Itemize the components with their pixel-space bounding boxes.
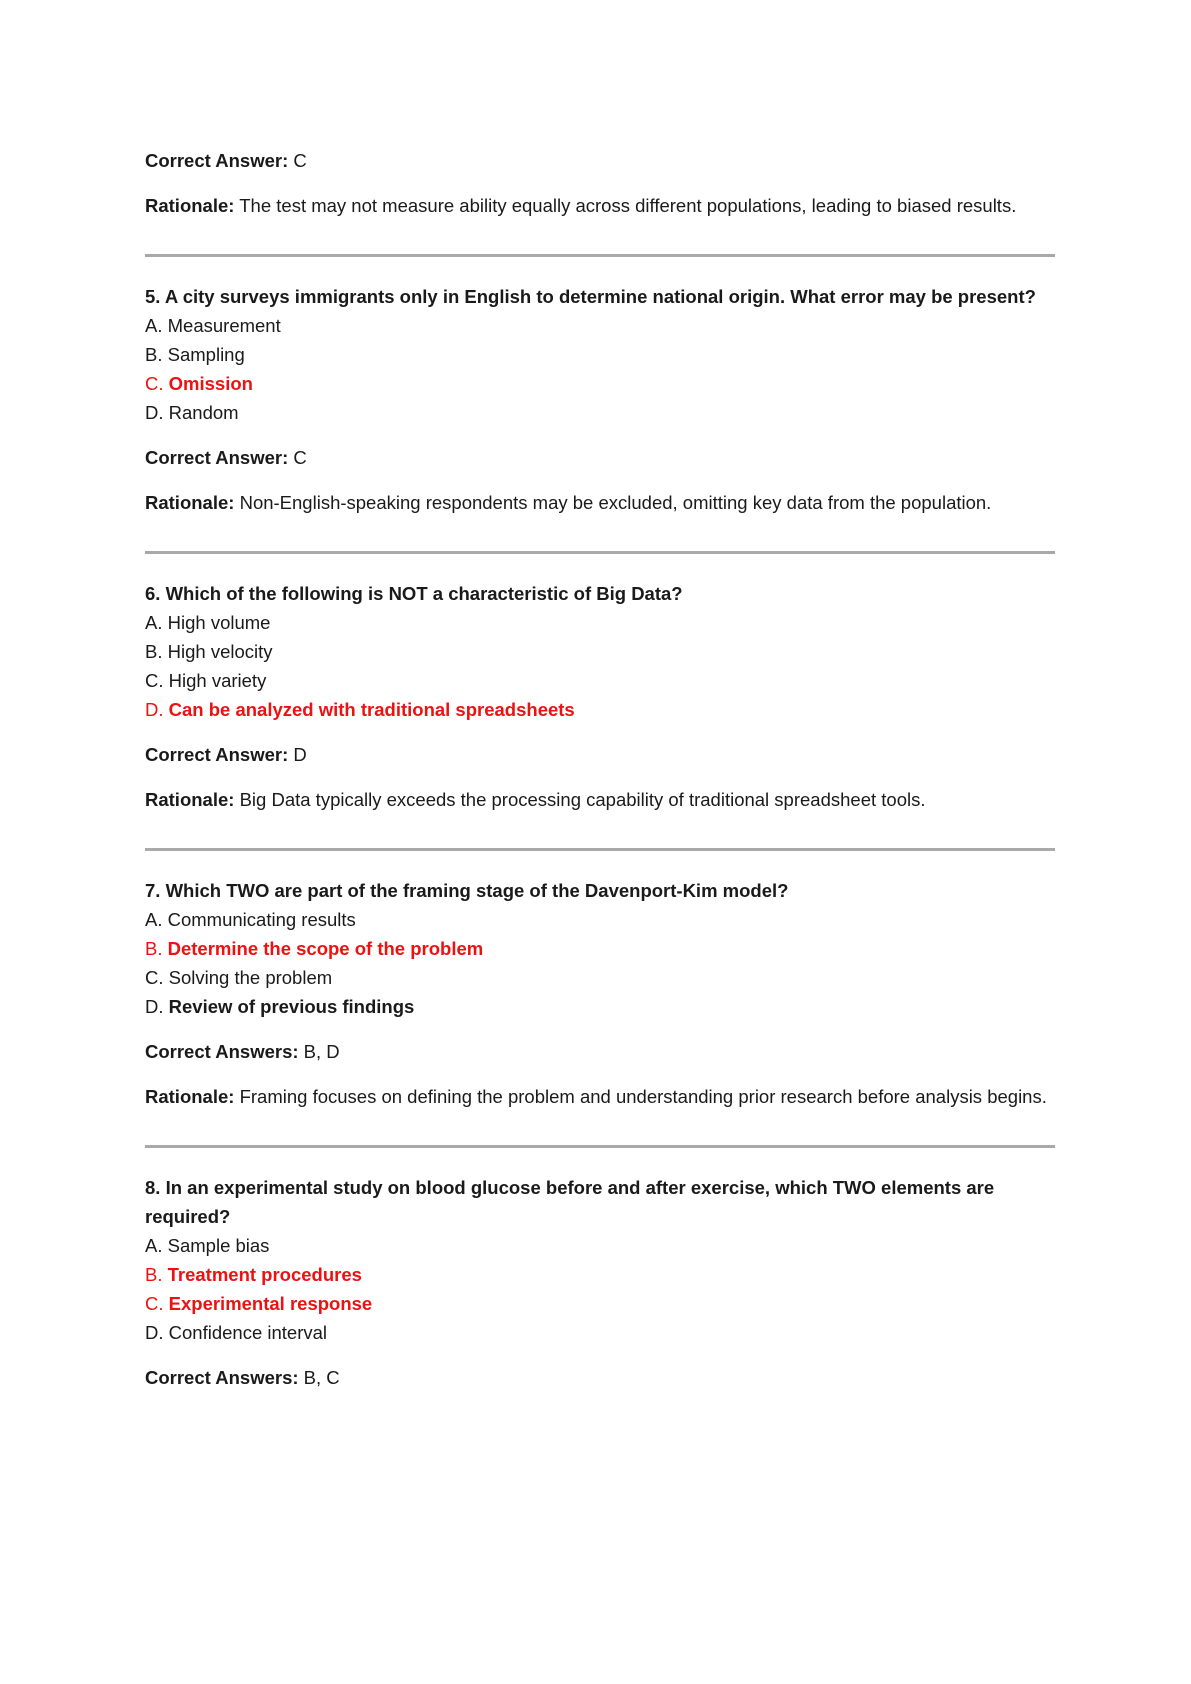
option-d: D. Confidence interval xyxy=(145,1322,328,1343)
option-a: A. Sample bias xyxy=(145,1235,270,1256)
section-divider xyxy=(145,254,1055,257)
question-stem: 7. Which TWO are part of the framing stage of the Davenport-Kim model? xyxy=(145,880,789,901)
option-b: B. Sampling xyxy=(145,344,245,365)
rationale-paragraph: Rationale: Big Data typically exceeds the processing capability of traditional spreadsheet tools. xyxy=(145,789,926,810)
document-page xyxy=(145,146,1055,1392)
option-c-correct: C. Omission xyxy=(145,373,253,394)
option-c: C. Solving the problem xyxy=(145,967,333,988)
rationale-paragraph: Rationale: Framing focuses on defining the problem and understanding prior research before analysis begins. xyxy=(145,1086,1047,1107)
option-b: B. High velocity xyxy=(145,641,273,662)
question-stem: 5. A city surveys immigrants only in English to determine national origin. What error may be present? xyxy=(145,286,1036,307)
rationale-paragraph: Rationale: Non-English-speaking respondents may be excluded, omitting key data from the population. xyxy=(145,492,992,513)
correct-answer-line: Correct Answers: B, D xyxy=(145,1041,340,1062)
section-divider xyxy=(145,848,1055,851)
correct-answer-line: Correct Answer: D xyxy=(145,744,307,765)
option-d-correct: D. Can be analyzed with traditional spreadsheets xyxy=(145,699,575,720)
correct-answer-line: Correct Answer: C xyxy=(145,447,307,468)
correct-answer-line: Correct Answer: C xyxy=(145,150,307,171)
question-7 xyxy=(145,876,1055,1111)
question-stem: 6. Which of the following is NOT a characteristic of Big Data? xyxy=(145,583,683,604)
correct-answer-line: Correct Answers: B, C xyxy=(145,1367,340,1388)
question-5 xyxy=(145,282,1055,517)
option-a: A. High volume xyxy=(145,612,271,633)
option-a: A. Communicating results xyxy=(145,909,356,930)
option-c: C. High variety xyxy=(145,670,267,691)
option-a: A. Measurement xyxy=(145,315,281,336)
rationale-paragraph: Rationale: The test may not measure ability equally across different populations, leading to biased results. xyxy=(145,195,1017,216)
question-stem: 8. In an experimental study on blood glucose before and after exercise, which TWO elements are required? xyxy=(145,1177,995,1227)
question-8 xyxy=(145,1173,1055,1392)
option-c-correct: C. Experimental response xyxy=(145,1293,373,1314)
option-b-correct: B. Treatment procedures xyxy=(145,1264,362,1285)
option-b-correct: B. Determine the scope of the problem xyxy=(145,938,484,959)
section-divider xyxy=(145,551,1055,554)
option-d: D. Review of previous findings xyxy=(145,996,415,1017)
section-divider xyxy=(145,1145,1055,1148)
option-d: D. Random xyxy=(145,402,239,423)
question-6 xyxy=(145,579,1055,814)
